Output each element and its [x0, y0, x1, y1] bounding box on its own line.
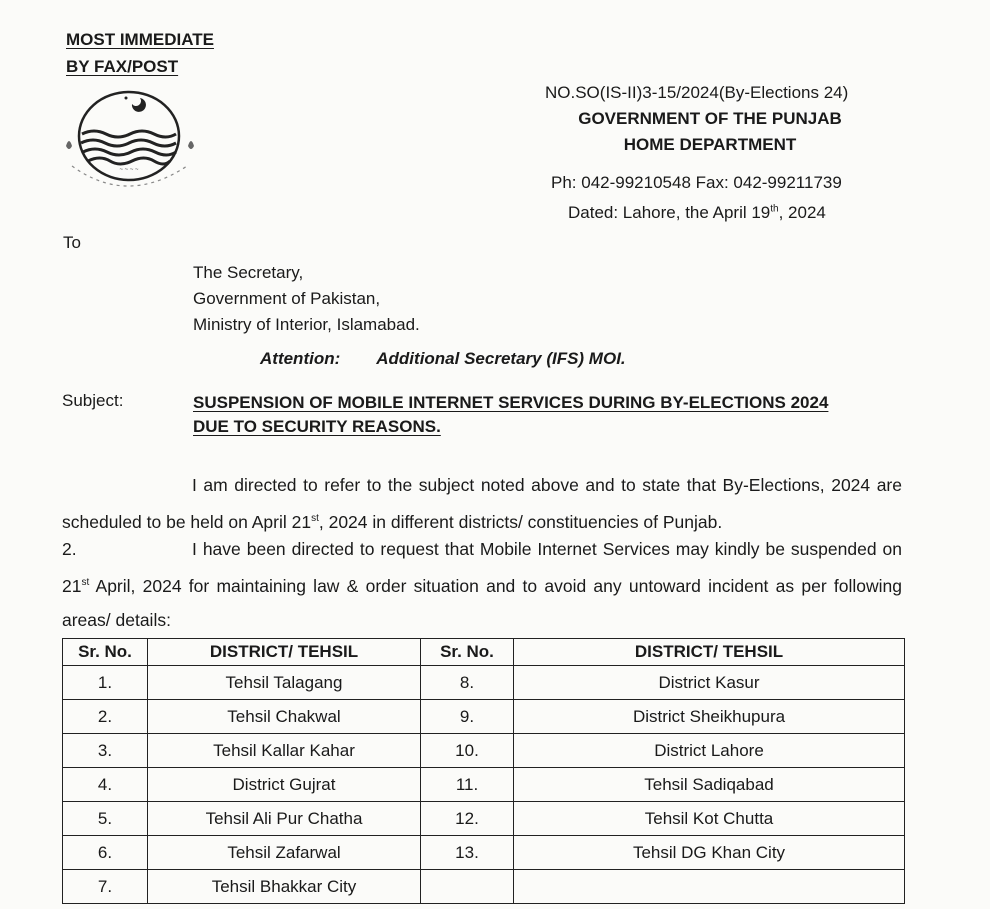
paragraph-2-number: 2. [62, 539, 77, 559]
recipient-line-3: Ministry of Interior, Islamabad. [193, 315, 420, 334]
by-fax-post-label: BY FAX/POST [66, 57, 179, 76]
subject-text: SUSPENSION OF MOBILE INTERNET SERVICES DURING BY-ELECTIONS 2024 DUE TO SECURITY REASONS. [193, 393, 829, 436]
table-row: 5. Tehsil Ali Pur Chatha 12. Tehsil Kot Chutta [63, 802, 905, 836]
header-sr-no-2: Sr. No. [421, 639, 514, 666]
table-row: 7. Tehsil Bhakkar City [63, 870, 905, 904]
paragraph-1: I am directed to refer to the subject noted above and to state that By-Elections, 2024 are scheduled to be held on April 21st, 2024 in different districts/ constituencies of Punjab. [62, 475, 902, 532]
reference-number: NO.SO(IS-II)3-15/2024(By-Elections 24) [545, 83, 849, 102]
svg-text:~ ~ ~ ~: ~ ~ ~ ~ [119, 167, 139, 173]
header-district-1: DISTRICT/ TEHSIL [148, 639, 421, 666]
paragraph-2: 2. I have been directed to request that Mobile Internet Services may kindly be suspended on 21st April, 2024 for maintaining law & order situation and to avoid any untoward incident as per following areas/ details: [62, 532, 902, 637]
punjab-emblem-icon [62, 86, 197, 196]
attention-label: Attention: [260, 349, 341, 368]
priority-markings [66, 26, 214, 80]
table-row: 2. Tehsil Chakwal 9. District Sheikhupura [63, 700, 905, 734]
most-immediate-label: MOST IMMEDIATE [66, 30, 214, 49]
recipient-line-2: Government of Pakistan, [193, 289, 381, 308]
attention-line [260, 349, 626, 369]
table-header-row [63, 639, 905, 666]
table-row: 1. Tehsil Talagang 8. District Kasur [63, 666, 905, 700]
table-row: 6. Tehsil Zafarwal 13. Tehsil DG Khan City [63, 836, 905, 870]
areas-table [62, 638, 905, 904]
subject-label: Subject: [62, 391, 124, 410]
phone-fax: Ph: 042-99210548 Fax: 042-99211739 [551, 173, 842, 192]
to-label: To [63, 233, 81, 252]
document-date: Dated: Lahore, the April 19th, 2024 [568, 203, 826, 222]
attention-value: Additional Secretary (IFS) MOI. [376, 349, 626, 368]
table-row: 4. District Gujrat 11. Tehsil Sadiqabad [63, 768, 905, 802]
recipient-address [193, 260, 420, 338]
department-name: HOME DEPARTMENT [623, 135, 797, 154]
header-district-2: DISTRICT/ TEHSIL [514, 639, 905, 666]
government-name: GOVERNMENT OF THE PUNJAB [578, 109, 842, 128]
header-sr-no-1: Sr. No. [63, 639, 148, 666]
recipient-line-1: The Secretary, [193, 263, 304, 282]
table-row: 3. Tehsil Kallar Kahar 10. District Lahore [63, 734, 905, 768]
